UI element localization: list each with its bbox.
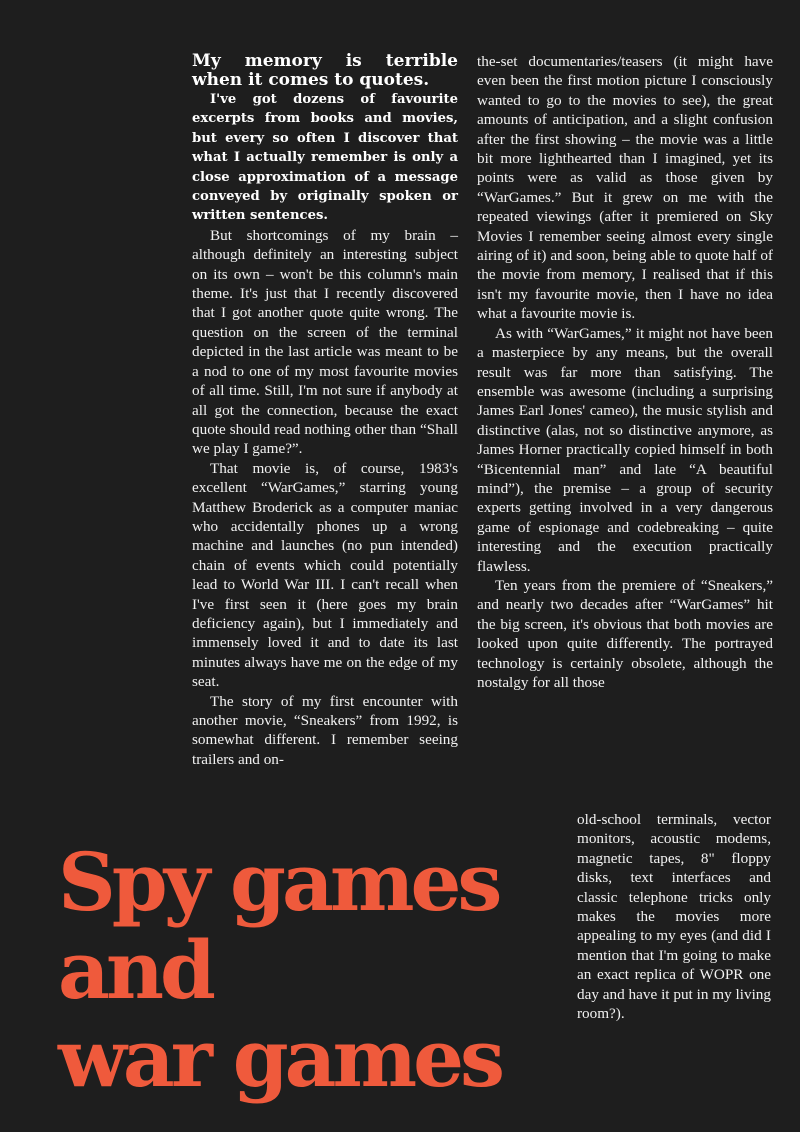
body-paragraph: But shortcomings of my brain – although definitely an interesting subject on its own – won't be this column's main theme. It's just that I recently discovered that I got another quote quite wrong. The question on the screen of the terminal depicted in the last article was meant to be a nod to one of my most favourite movies of all time. Still, I'm not sure if anybody at all got the connection, because the exact quote should read nothing other than “Shall we play I game?”. [192, 226, 458, 458]
headline-line: and [58, 923, 212, 1017]
headline-line: war games [58, 1011, 502, 1105]
lead-sentence: My memory is terrible when it comes to quotes. [192, 51, 458, 90]
article-column-3 [577, 810, 771, 1023]
headline [58, 835, 502, 1105]
article-column-2 [477, 52, 773, 692]
body-paragraph: That movie is, of course, 1983's excellent “WarGames,” starring young Matthew Broderick as a computer maniac who accidentally phones up a wrong machine and launches (no pun intended) chain of events which could potentially lead to World War III. I can't recall when I've first seen it (here goes my brain deficiency again), but I immediately and immensely loved it and to date its last minutes always have me on the edge of my seat. [192, 459, 458, 691]
body-paragraph: The story of my first encounter with another movie, “Sneakers” from 1992, is somewhat different. I remember seeing trailers and on- [192, 692, 458, 768]
lead-paragraph: I've got dozens of favourite excerpts from books and movies, but every so often I discover that what I actually remember is only a close approximation of a message conveyed by originally spoken or written sentences. [192, 92, 458, 224]
body-paragraph: As with “WarGames,” it might not have been a masterpiece by any means, but the overall result was far more than satisfying. The ensemble was awesome (including a surprising James Earl Jones' cameo), the music stylish and distinctive (alas, not so distinctive anymore, as James Horner practically copied himself in both “Bicentennial man” and late “A beautiful mind”), the premise – a group of security experts getting involved in a very dangerous game of espionage and codebreaking – quite interesting and the execution practically flawless. [477, 324, 773, 575]
body-paragraph: the-set documentaries/teasers (it might have even been the first motion picture I consciously wanted to go to the movies to see), the great amounts of anticipation, and a slight confusion after the first showing – the movie was a little bit more lighthearted than I imagined, yet its points were as valid as those given by “WarGames.” But it grew on me with the repeated viewings (after it premiered on Sky Movies I remember seeing almost every single airing of it) and soon, being able to quote half of the movie from memory, I realised that if this isn't my favourite movie, then I have no idea what a favourite movie is. [477, 53, 773, 323]
headline-line: Spy games [58, 835, 499, 929]
body-paragraph: Ten years from the premiere of “Sneakers,” and nearly two decades after “WarGames” hit the big screen, it's obvious that both movies are looked upon quite differently. The portrayed technology is certainly obsolete, although the nostalgy for all those [477, 576, 773, 691]
article-column-1 [192, 52, 458, 769]
body-paragraph: old-school terminals, vector monitors, acoustic modems, magnetic tapes, 8" floppy disks, text interfaces and classic telephone tricks only makes the movies more appealing to my eyes (and did I mention that I'm going to make an exact replica of WOPR one day and have it put in my living room?). [577, 811, 771, 1023]
